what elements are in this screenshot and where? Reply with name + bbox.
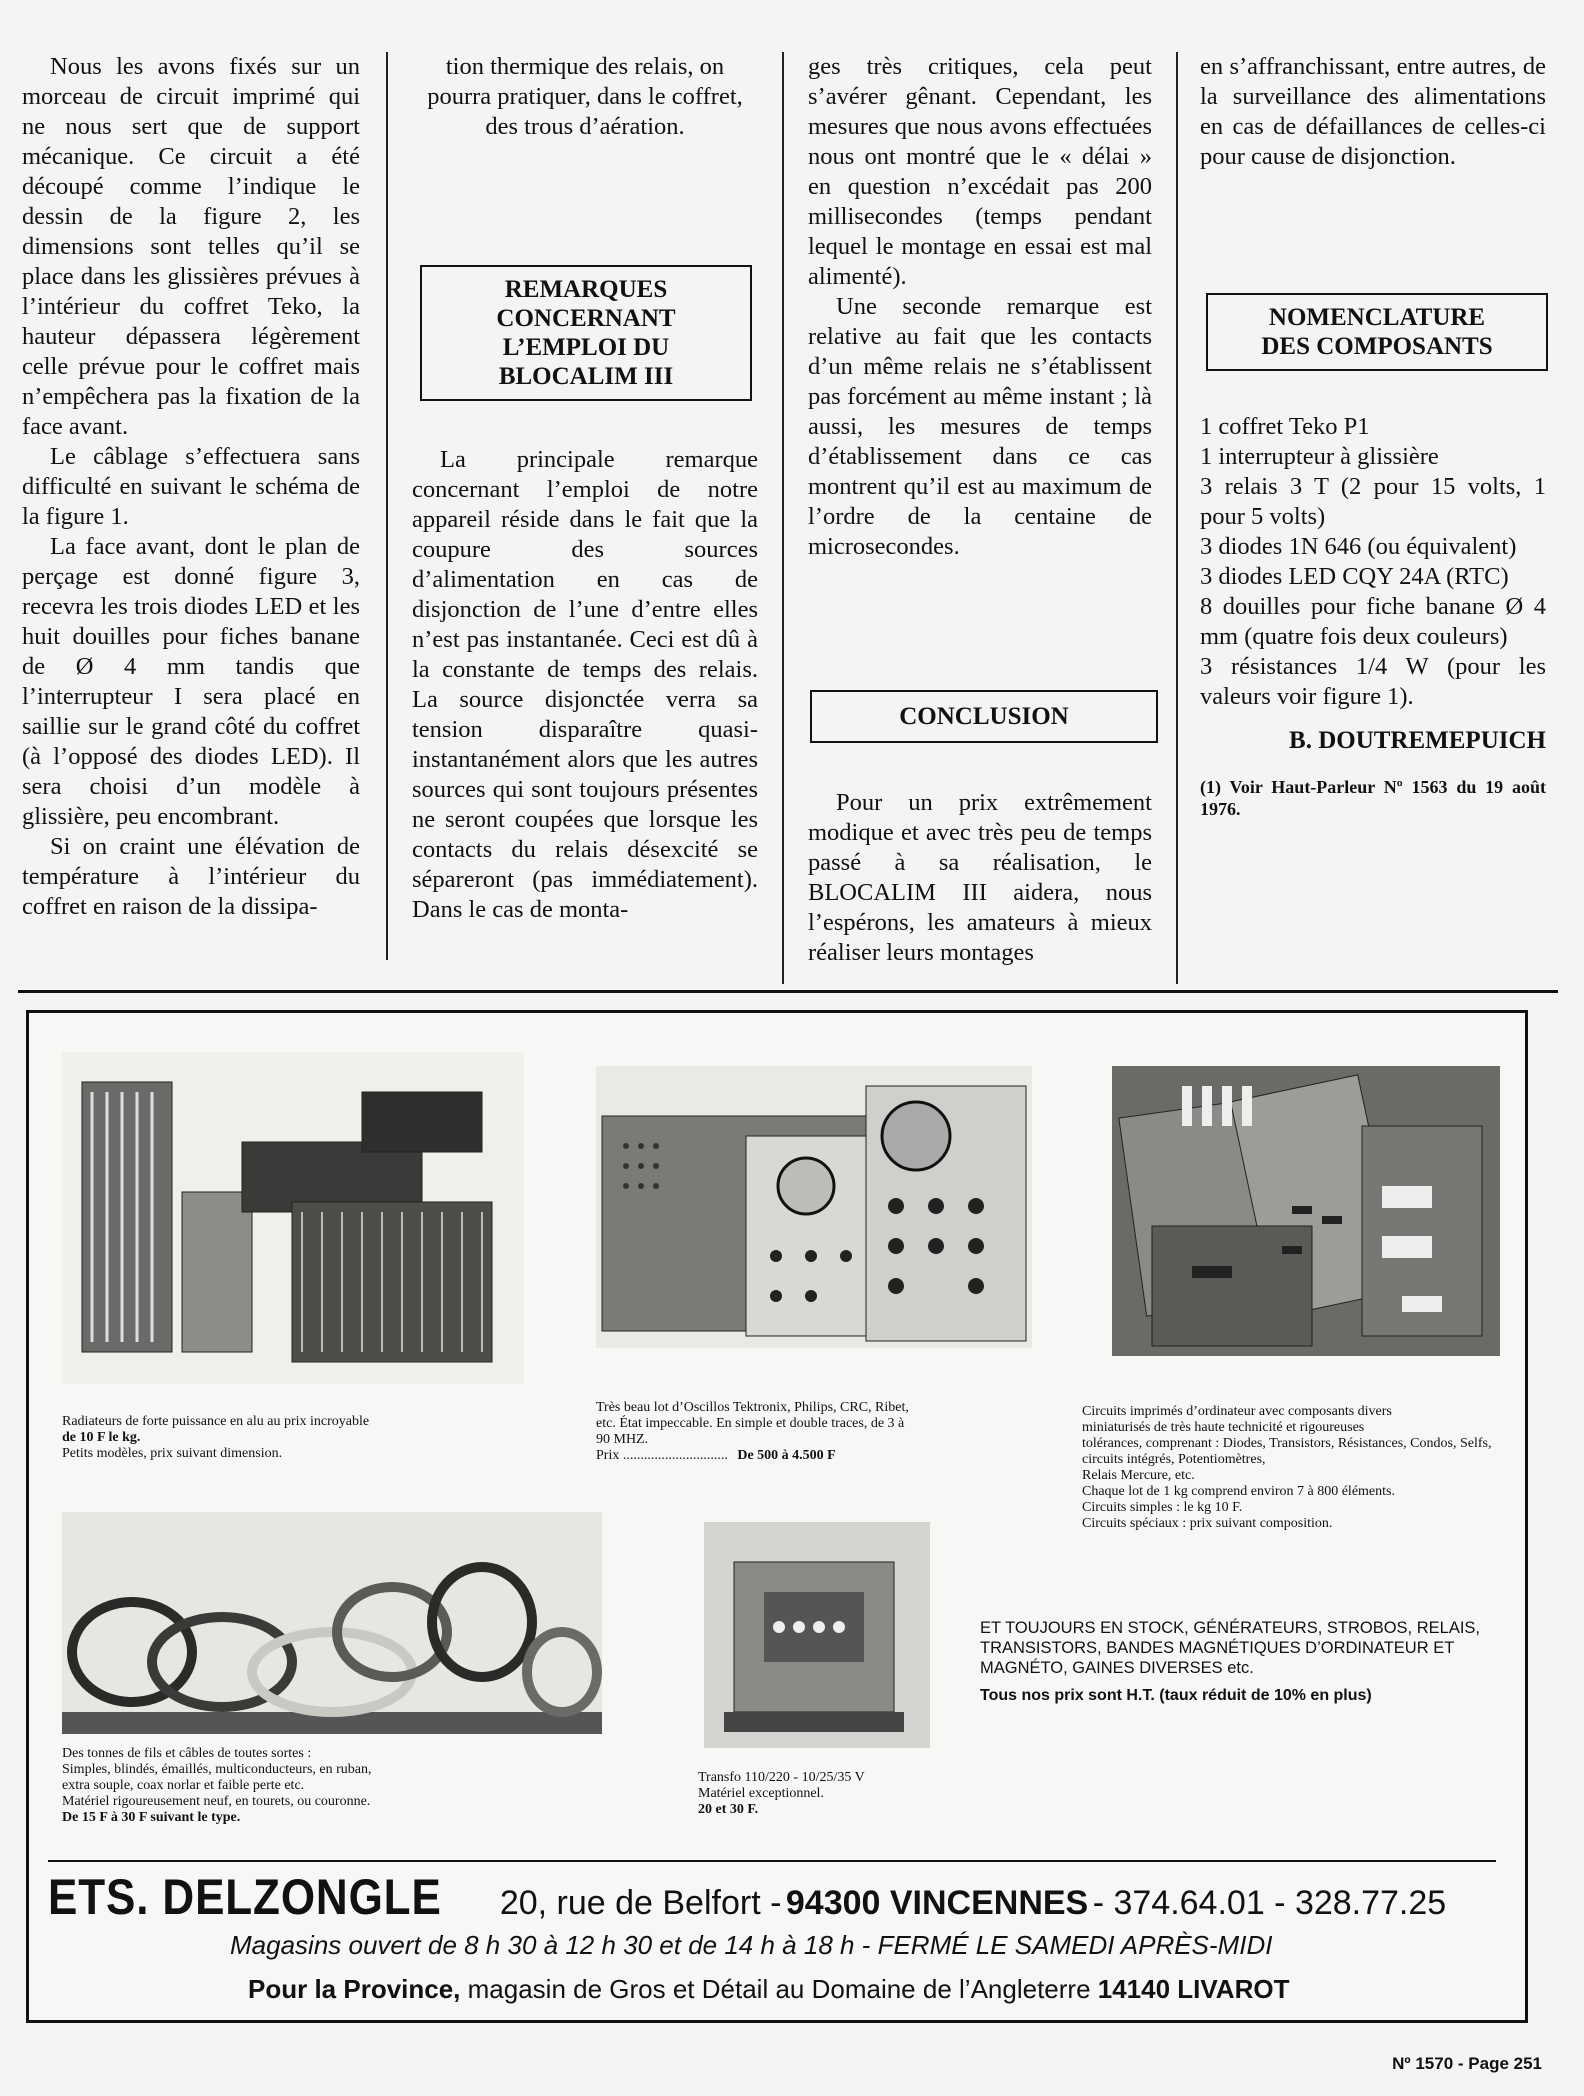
caption-line: 90 MHZ. [596, 1432, 649, 1447]
province-label: Pour la Province, [248, 1974, 461, 2004]
caption-line: Simples, blindés, émaillés, multiconducteurs, en ruban, [62, 1762, 372, 1777]
company-phones: - 374.64.01 - 328.77.25 [1092, 1884, 1447, 1922]
caption-price-row [596, 1448, 1046, 1464]
cable-illustration [62, 1512, 602, 1734]
component-item: 3 relais 3 T (2 pour 15 volts, 1 pour 5 volts) [1200, 473, 1546, 530]
article-column-3 [808, 52, 1152, 562]
ad-divider [48, 1860, 1496, 1862]
caption-line: de 10 F le kg. [62, 1430, 141, 1445]
article-column-4 [1200, 52, 1546, 172]
oscilloscope-illustration [596, 1066, 1032, 1348]
column-rule [782, 52, 784, 984]
paragraph: La principale remarque concernant l’emploi de notre appareil réside dans le fait que la coupure des sources d’alimentation en cas de disjonction de l’une d’entre elles n’est pas instantanée. Ceci est dû à la constante de temps des relais. La source disjonctée verra sa tension disparaître quasi-instantanément alors que les autres sources qui sont toujours présentes ne seront coupées que lorsque les contacts du relais désexcité se sépareront (pas immédiatement). Dans le cas de monta- [412, 446, 758, 923]
caption-price-label: Prix .............................. [596, 1448, 728, 1463]
caption-line: Chaque lot de 1 kg comprend environ 7 à 800 éléments. [1082, 1484, 1395, 1499]
stock-text: ET TOUJOURS EN STOCK, GÉNÉRATEURS, STROBOS, RELAIS, TRANSISTORS, BANDES MAGNÉTIQUES D’ORDINATEUR ET MAGNÉTO, GAINES DIVERSES etc. [980, 1619, 1480, 1677]
caption-line: Circuits imprimés d’ordinateur avec composants divers [1082, 1404, 1392, 1419]
caption-line: etc. État impeccable. En simple et double traces, de 3 à [596, 1416, 905, 1431]
heading-line: L’EMPLOI DU [502, 334, 670, 361]
company-address: 20, rue de Belfort - [499, 1884, 782, 1922]
cable-photo [62, 1512, 602, 1734]
component-item: 3 résistances 1/4 W (pour les valeurs voir figure 1). [1200, 653, 1546, 710]
caption-transformer [698, 1770, 978, 1818]
article-column-2 [412, 52, 758, 142]
transformer-illustration [704, 1522, 930, 1748]
component-list [1200, 412, 1546, 820]
caption-line: miniaturisés de très haute technicité et rigoureuses [1082, 1420, 1365, 1435]
caption-circuit-boards [1082, 1404, 1512, 1532]
caption-line: Circuits simples : le kg 10 F. [1082, 1500, 1243, 1515]
stock-notice [980, 1618, 1500, 1706]
caption-line: Transfo 110/220 - 10/25/35 V [698, 1770, 865, 1785]
column-rule [386, 52, 388, 960]
paragraph: ges très critiques, cela peut s’avérer gênant. Cependant, les mesures que nous avons effectuées nous ont montré que le « délai » en question n’excédait pas 200 millisecondes (temps pendant lequel le montage en essai est mal alimenté). [808, 53, 1152, 290]
article-column-2-continued [412, 445, 758, 925]
caption-heatsinks [62, 1414, 532, 1462]
caption-line: Circuits spéciaux : prix suivant composition. [1082, 1516, 1333, 1531]
caption-line: Des tonnes de fils et câbles de toutes sortes : [62, 1746, 312, 1761]
column-rule [1176, 52, 1178, 984]
company-city: 94300 VINCENNES [785, 1884, 1089, 1922]
paragraph: Pour un prix extrêmement modique et avec très peu de temps passé à sa réalisation, le BLOCALIM III aidera, nous l’espérons, les amateurs à mieux réaliser leurs montages [808, 789, 1152, 966]
caption-line: Radiateurs de forte puissance en alu au prix incroyable [62, 1414, 370, 1429]
article-column-1 [22, 52, 360, 922]
heading-line: DES COMPOSANTS [1261, 333, 1493, 360]
article-column-3-continued [808, 788, 1152, 968]
transformer-photo [704, 1522, 930, 1748]
paragraph: Si on craint une élévation de température à l’intérieur du coffret en raison de la dissipa- [22, 833, 360, 920]
caption-line: De 15 F à 30 F suivant le type. [62, 1810, 241, 1825]
caption-price-value: De 500 à 4.500 F [737, 1448, 836, 1463]
oscilloscope-photo [596, 1066, 1032, 1348]
heatsink-photo [62, 1052, 524, 1384]
caption-line: Matériel rigoureusement neuf, en tourets, ou couronne. [62, 1794, 371, 1809]
caption-oscilloscopes [596, 1400, 1046, 1464]
section-heading-remarques [420, 265, 752, 401]
caption-line: tolérances, comprenant : Diodes, Transistors, Résistances, Condos, Selfs, circuits intégrés, Potentiomètres, [1082, 1436, 1492, 1467]
heading-line: BLOCALIM III [498, 363, 674, 390]
price-note: Tous nos prix sont H.T. (taux réduit de 10% en plus) [980, 1687, 1372, 1704]
heatsink-illustration [62, 1052, 524, 1384]
paragraph: La face avant, dont le plan de perçage est donné figure 3, recevra les trois diodes LED et les huit douilles pour fiches banane de Ø 4 mm tandis que l’interrupteur I sera placé en saillie sur le grand côté du coffret (à l’opposé des diodes LED). Il sera choisi d’un modèle à glissière, peu encombrant. [22, 533, 360, 830]
page-number: Nº 1570 - Page 251 [1392, 2054, 1542, 2073]
circuit-board-photo [1112, 1066, 1500, 1356]
component-item: 3 diodes LED CQY 24A (RTC) [1200, 563, 1509, 590]
component-item: 1 coffret Teko P1 [1200, 413, 1370, 440]
caption-line: Relais Mercure, etc. [1082, 1468, 1195, 1483]
heading-line: CONCERNANT [496, 305, 676, 332]
caption-cables [62, 1746, 622, 1826]
section-divider [18, 990, 1558, 993]
paragraph: Une seconde remarque est relative au fait que les contacts d’un même relais ne s’établissent pas forcément au même instant ; là aussi, les mesures de temps d’établissement dans ce cas montrent qu’il est au maximum de l’ordre de la centaine de microsecondes. [808, 293, 1152, 560]
province-line [248, 1974, 1289, 2005]
section-heading-conclusion: CONCLUSION [810, 690, 1158, 743]
caption-line: Matériel exceptionnel. [698, 1786, 824, 1801]
caption-line: Très beau lot d’Oscillos Tektronix, Philips, CRC, Ribet, [596, 1400, 909, 1415]
heading-line: REMARQUES [504, 276, 668, 303]
paragraph: Nous les avons fixés sur un morceau de circuit imprimé qui ne nous sert que de support mécanique. Ce circuit a été découpé comme l’indique le dessin de la figure 2, les dimensions sont telles qu’il se place dans les glissières prévues à l’intérieur du coffret Teko, la hauteur dépassera légèrement celle prévue pour le coffret mais n’empêchera pas la fixation de la face avant. [22, 53, 360, 440]
company-line [48, 1868, 1508, 1926]
component-item: 3 diodes 1N 646 (ou équivalent) [1200, 533, 1517, 560]
component-item: 8 douilles pour fiche banane Ø 4 mm (quatre fois deux couleurs) [1200, 593, 1546, 650]
paragraph: en s’affranchissant, entre autres, de la surveillance des alimentations en cas de défaillances de celles-ci pour cause de disjonction. [1200, 53, 1546, 170]
paragraph: tion thermique des relais, on pourra pratiquer, dans le coffret, des trous d’aération. [427, 53, 743, 140]
province-text: magasin de Gros et Détail au Domaine de l’Angleterre [467, 1974, 1091, 2004]
paragraph: Le câblage s’effectuera sans difficulté en suivant le schéma de la figure 1. [22, 443, 360, 530]
footnote: (1) Voir Haut-Parleur Nº 1563 du 19 août 1976. [1200, 777, 1546, 819]
section-heading-nomenclature [1206, 293, 1548, 371]
caption-line: 20 et 30 F. [698, 1802, 759, 1817]
component-item: 1 interrupteur à glissière [1200, 443, 1439, 470]
caption-line: extra souple, coax norlar et faible perte etc. [62, 1778, 305, 1793]
author-signature: B. DOUTREMEPUICH [1289, 727, 1546, 754]
circuit-board-illustration [1112, 1066, 1500, 1356]
heading-line: NOMENCLATURE [1268, 304, 1486, 331]
opening-hours: Magasins ouvert de 8 h 30 à 12 h 30 et de 14 h à 18 h - FERMÉ LE SAMEDI APRÈS-MIDI [230, 1930, 1273, 1960]
caption-line: Petits modèles, prix suivant dimension. [62, 1446, 283, 1461]
province-city: 14140 LIVAROT [1097, 1974, 1290, 2004]
company-name: ETS. DELZONGLE [48, 1869, 442, 1925]
